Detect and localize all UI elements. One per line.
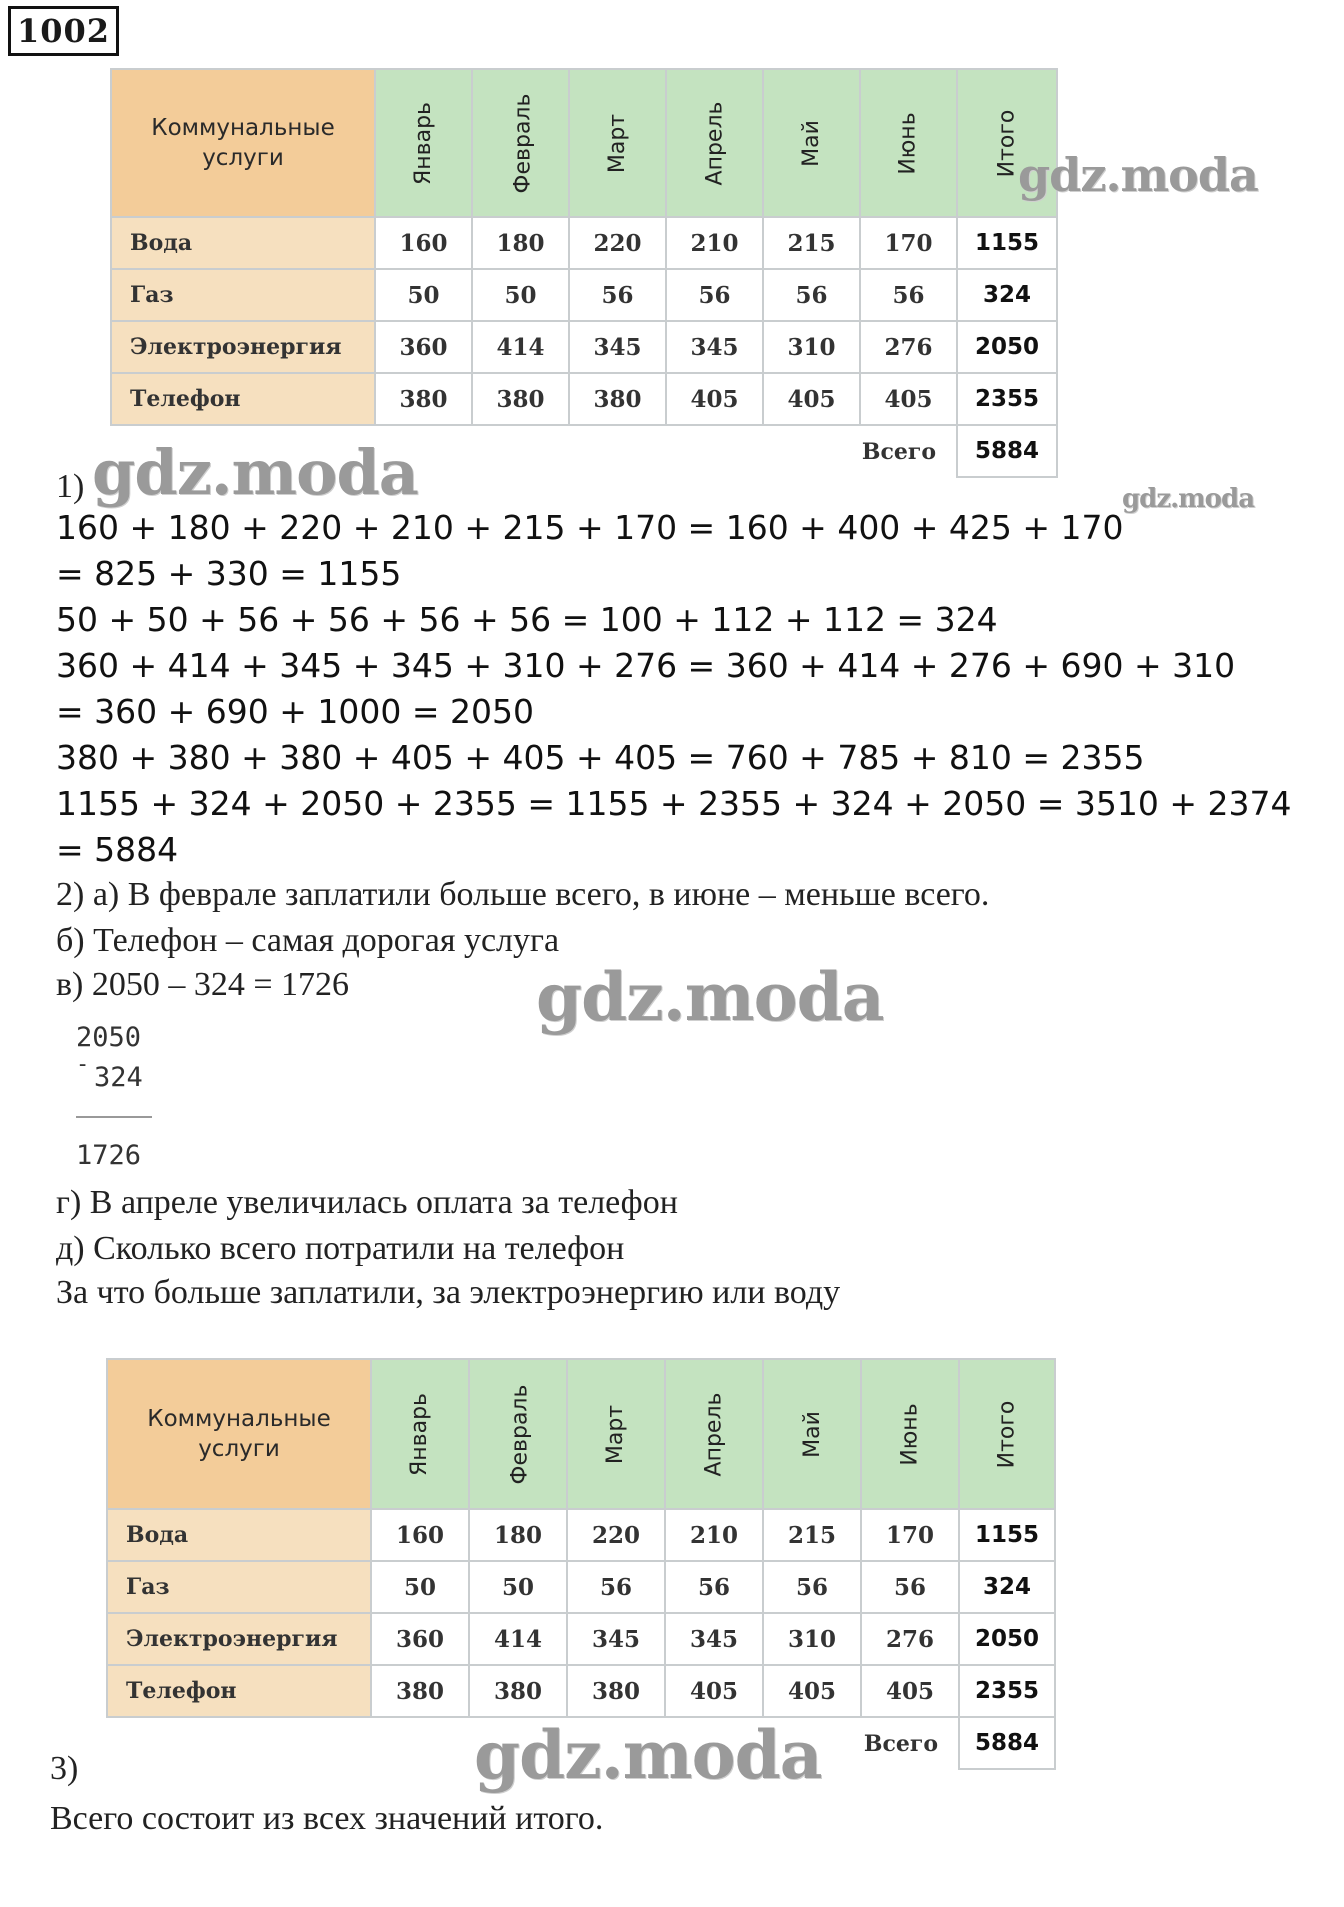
cell: 220: [567, 1509, 665, 1561]
cell: 405: [861, 1665, 959, 1717]
cell: 56: [666, 269, 763, 321]
corner-line-2: услуги: [198, 1436, 280, 1462]
row-total: 2050: [959, 1613, 1055, 1665]
cell: 50: [469, 1561, 567, 1613]
calc-line: 380 + 380 + 380 + 405 + 405 + 405 = 760 + 785 + 810 = 2355: [56, 738, 1145, 777]
row-label: Электроэнергия: [107, 1613, 371, 1665]
total-label: Итого: [994, 1400, 1020, 1468]
cell: 160: [375, 217, 472, 269]
month-label: Апрель: [702, 101, 727, 185]
watermark: gdz.moda: [536, 958, 884, 1036]
row-total: 324: [959, 1561, 1055, 1613]
cell: 180: [472, 217, 569, 269]
calc-line: 360 + 414 + 345 + 345 + 310 + 276 = 360 + 414 + 276 + 690 + 310: [56, 646, 1236, 685]
answer-a: 2) а) В феврале заплатили больше всего, в июне – меньше всего.: [56, 876, 990, 913]
utilities-table-2: [106, 1358, 1056, 1770]
cell: 310: [763, 1613, 861, 1665]
month-label: Май: [799, 1410, 825, 1458]
column-top: 2050: [76, 1022, 142, 1053]
task-number: 1002: [8, 6, 119, 56]
cell: 405: [665, 1665, 763, 1717]
watermark: gdz.moda: [1018, 148, 1258, 202]
month-label: Май: [798, 119, 824, 167]
row-total: 2050: [957, 321, 1057, 373]
answer-b: б) Телефон – самая дорогая услуга: [56, 922, 560, 959]
column-bottom: 324: [94, 1062, 143, 1093]
row-label: Вода: [107, 1509, 371, 1561]
answer-v: в) 2050 – 324 = 1726: [56, 966, 350, 1003]
cell: 345: [569, 321, 666, 373]
month-header: [763, 69, 860, 217]
table-row: [107, 1665, 1055, 1717]
row-label: Электроэнергия: [111, 321, 375, 373]
column-result: 1726: [76, 1140, 142, 1171]
cell: 414: [472, 321, 569, 373]
cell: 220: [569, 217, 666, 269]
row-total: 2355: [959, 1665, 1055, 1717]
calc-line: 50 + 50 + 56 + 56 + 56 + 56 = 100 + 112 + 112 = 324: [56, 600, 998, 639]
month-header: [375, 69, 472, 217]
cell: 380: [375, 373, 472, 425]
column-sign: -: [76, 1052, 90, 1077]
cell: 210: [666, 217, 763, 269]
row-total: 1155: [959, 1509, 1055, 1561]
cell: 170: [860, 217, 957, 269]
cell: 160: [371, 1509, 469, 1561]
month-label: Январь: [411, 101, 436, 185]
cell: 360: [375, 321, 472, 373]
month-label: Июнь: [897, 1402, 923, 1466]
row-label: Вода: [111, 217, 375, 269]
table-row: [111, 269, 1057, 321]
cell: 215: [763, 1509, 861, 1561]
month-header: [763, 1359, 861, 1509]
cell: 276: [861, 1613, 959, 1665]
table-row: [111, 217, 1057, 269]
cell: 380: [567, 1665, 665, 1717]
cell: 56: [861, 1561, 959, 1613]
part3-text: Всего состоит из всех значений итого.: [50, 1800, 604, 1837]
calc-line: = 825 + 330 = 1155: [56, 554, 402, 593]
watermark: gdz.moda: [92, 436, 418, 509]
calc-line: = 5884: [56, 830, 179, 869]
cell: 56: [763, 269, 860, 321]
row-label: Телефон: [111, 373, 375, 425]
sum-value: 5884: [957, 425, 1057, 477]
cell: 405: [763, 373, 860, 425]
answer-d: д) Сколько всего потратили на телефон: [56, 1230, 625, 1267]
cell: 380: [469, 1665, 567, 1717]
row-label: Газ: [107, 1561, 371, 1613]
question-text: За что больше заплатили, за электроэнергию или воду: [56, 1274, 841, 1311]
cell: 360: [371, 1613, 469, 1665]
sum-label: Всего: [863, 1730, 938, 1757]
cell: 345: [666, 321, 763, 373]
table-row: [107, 1561, 1055, 1613]
cell: 414: [469, 1613, 567, 1665]
row-label: Телефон: [107, 1665, 371, 1717]
utilities-table-1: [110, 68, 1058, 478]
calc-line: = 360 + 690 + 1000 = 2050: [56, 692, 534, 731]
cell: 405: [666, 373, 763, 425]
cell: 56: [860, 269, 957, 321]
month-header: [860, 69, 957, 217]
month-header: [567, 1359, 665, 1509]
cell: 56: [567, 1561, 665, 1613]
sum-label: Всего: [763, 425, 957, 477]
watermark: gdz.moda: [1122, 484, 1255, 514]
table-row: [111, 373, 1057, 425]
watermark: gdz.moda: [474, 1716, 822, 1794]
cell: 170: [861, 1509, 959, 1561]
cell: 210: [665, 1509, 763, 1561]
sum-value: 5884: [959, 1717, 1055, 1769]
corner-line-1: Коммунальные: [151, 115, 335, 141]
cell: 56: [665, 1561, 763, 1613]
row-total: 2355: [957, 373, 1057, 425]
column-line: [76, 1116, 152, 1118]
table-row: [107, 1613, 1055, 1665]
cell: 50: [472, 269, 569, 321]
cell: 56: [763, 1561, 861, 1613]
cell: 180: [469, 1509, 567, 1561]
month-label: Март: [603, 1404, 629, 1464]
row-label: Газ: [111, 269, 375, 321]
month-label: Январь: [407, 1392, 433, 1476]
cell: 345: [665, 1613, 763, 1665]
corner-header: [111, 69, 375, 217]
row-total: 1155: [957, 217, 1057, 269]
calc-line: 160 + 180 + 220 + 210 + 215 + 170 = 160 + 400 + 425 + 170: [56, 508, 1124, 547]
month-header: [371, 1359, 469, 1509]
cell: 56: [569, 269, 666, 321]
cell: 50: [375, 269, 472, 321]
month-header: [569, 69, 666, 217]
calc-line: 1155 + 324 + 2050 + 2355 = 1155 + 2355 + 324 + 2050 = 3510 + 2374: [56, 784, 1292, 823]
cell: 380: [472, 373, 569, 425]
corner-line-2: услуги: [202, 145, 284, 171]
cell: 310: [763, 321, 860, 373]
table-row: [111, 321, 1057, 373]
month-label: Февраль: [507, 1384, 533, 1484]
corner-header: [107, 1359, 371, 1509]
cell: 380: [569, 373, 666, 425]
cell: 380: [371, 1665, 469, 1717]
month-label: Март: [605, 113, 630, 173]
row-total: 324: [957, 269, 1057, 321]
total-label: Итого: [994, 109, 1020, 177]
month-label: Февраль: [510, 93, 536, 193]
part1-label: 1): [56, 468, 85, 505]
cell: 50: [371, 1561, 469, 1613]
cell: 405: [763, 1665, 861, 1717]
table-row: [107, 1509, 1055, 1561]
total-header: [959, 1359, 1055, 1509]
month-header: [665, 1359, 763, 1509]
part3-label: 3): [50, 1750, 79, 1787]
month-header: [861, 1359, 959, 1509]
month-header: [469, 1359, 567, 1509]
answer-g: г) В апреле увеличилась оплата за телефон: [56, 1184, 678, 1221]
cell: 405: [860, 373, 957, 425]
month-label: Апрель: [701, 1392, 727, 1476]
month-label: Июнь: [895, 111, 921, 175]
corner-line-1: Коммунальные: [147, 1406, 331, 1432]
cell: 276: [860, 321, 957, 373]
cell: 345: [567, 1613, 665, 1665]
month-header: [472, 69, 569, 217]
cell: 215: [763, 217, 860, 269]
month-header: [666, 69, 763, 217]
